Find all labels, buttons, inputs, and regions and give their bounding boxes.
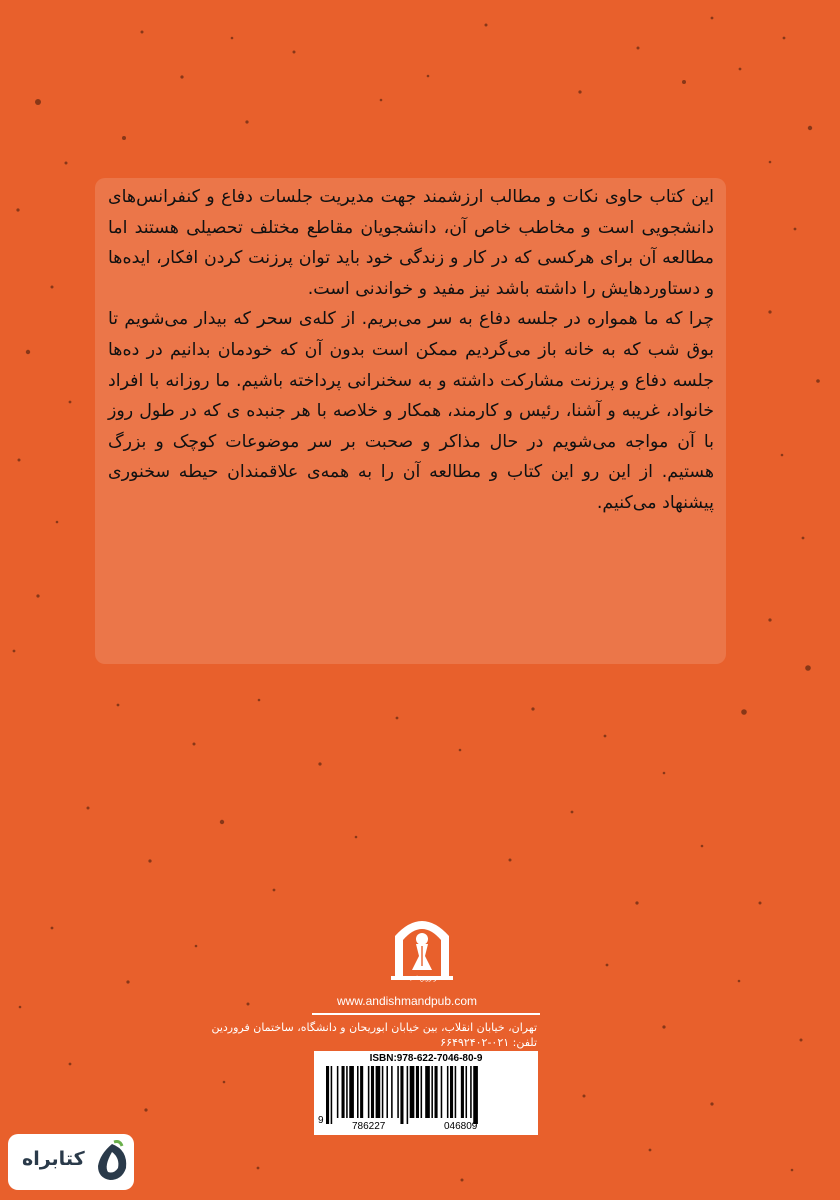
barcode-bar xyxy=(349,1066,354,1118)
phone-line: تلفن: ۰۲۱-۶۶۴۹۲۴۰۲ xyxy=(440,1036,537,1049)
barcode-left-digits: 786227 xyxy=(352,1121,386,1132)
barcode-bar xyxy=(382,1066,384,1118)
address-line: تهران، خیابان انقلاب، بین خیابان ابوریحان و دانشگاه، ساختمان فروردین xyxy=(211,1021,537,1034)
barcode-bar xyxy=(461,1066,464,1118)
barcode-bar xyxy=(450,1066,453,1118)
barcode-bar xyxy=(441,1066,443,1118)
barcode-bar xyxy=(357,1066,359,1118)
barcode-bars xyxy=(326,1066,526,1124)
blurb-paragraph-2: چرا که ما همواره در جلسه دفاع به سر می‌بریم. از کله‌ی سحر که بیدار می‌شویم تا بوق شب که به خانه باز می‌گردیم ممکن است بدون آن که خودمان بدانیم در ده‌ها جلسه دفاع و پرزنت مشارکت داشته و به سخنرانی پرداخته باشیم. ما روزانه با افراد خانواد، غریبه و آشنا، رئیس و کارمند، همکار و خلاصه با هر جنبده ی که در طول روز با آن مواجه می‌شویم در حال مذاکر و صحبت بر سر موضوعات کوچک و بزرگ هستیم. از این رو این کتاب و مطالعه آن را به همه‌ی علاقمندان حیطه سخنوری پیشنهاد می‌کنیم. xyxy=(108,309,714,513)
barcode-bar xyxy=(455,1066,457,1118)
isbn-label: ISBN:978-622-7046-80-9 xyxy=(369,1053,483,1064)
publisher-website: www.andishmandpub.com xyxy=(336,994,478,1008)
barcode-bar xyxy=(337,1066,339,1118)
barcode-bar xyxy=(397,1066,399,1118)
barcode-bar xyxy=(473,1066,478,1124)
barcode-bar xyxy=(360,1066,363,1118)
barcode-bar xyxy=(447,1066,449,1118)
blurb-paragraph-1: این کتاب حاوی نکات و مطالب ارزشمند جهت مدیریت جلسات دفاع و کنفرانس‌های دانشجویی است و مخاطب خاص آن، دانشجویان مقاطع مختلف تحصیلی هستند اما مطالعه آن برای هرکسی که در کار و زندگی خود باید توان پرزنت کردن افکار، ایده‌ها و دستاوردهایش را داشته باشد نیز مفید و خواندنی است. xyxy=(108,187,714,299)
barcode-bar xyxy=(421,1066,423,1118)
ketabrah-logo-icon xyxy=(92,1140,132,1184)
barcode-bar xyxy=(431,1066,433,1118)
barcode-bar xyxy=(391,1066,393,1118)
barcode-bar xyxy=(435,1066,438,1118)
barcode-bar xyxy=(386,1066,388,1118)
barcode-bar xyxy=(470,1066,472,1118)
publisher-address xyxy=(200,1020,537,1050)
barcode-bar xyxy=(342,1066,345,1118)
barcode-bar xyxy=(376,1066,381,1118)
barcode-bar xyxy=(425,1066,430,1118)
book-blurb xyxy=(108,182,714,519)
publisher-name: نشر زرین اندیشمند xyxy=(395,975,445,982)
barcode-right-digits: 046809 xyxy=(444,1121,478,1132)
barcode-bar xyxy=(407,1066,409,1124)
ketabrah-badge[interactable] xyxy=(8,1134,134,1190)
barcode-lead-digit: 9 xyxy=(318,1115,324,1126)
barcode-bar xyxy=(416,1066,419,1118)
barcode-bar xyxy=(331,1066,333,1124)
barcode-bar xyxy=(371,1066,374,1118)
barcode-bar xyxy=(368,1066,370,1118)
divider xyxy=(312,1013,540,1015)
barcode-bar xyxy=(346,1066,348,1118)
isbn-barcode xyxy=(314,1051,538,1135)
ketabrah-label: کتابراه xyxy=(22,1148,85,1170)
barcode-bar xyxy=(410,1066,415,1118)
barcode-bar xyxy=(466,1066,468,1118)
barcode-bar xyxy=(326,1066,329,1124)
barcode-bar xyxy=(400,1066,403,1124)
